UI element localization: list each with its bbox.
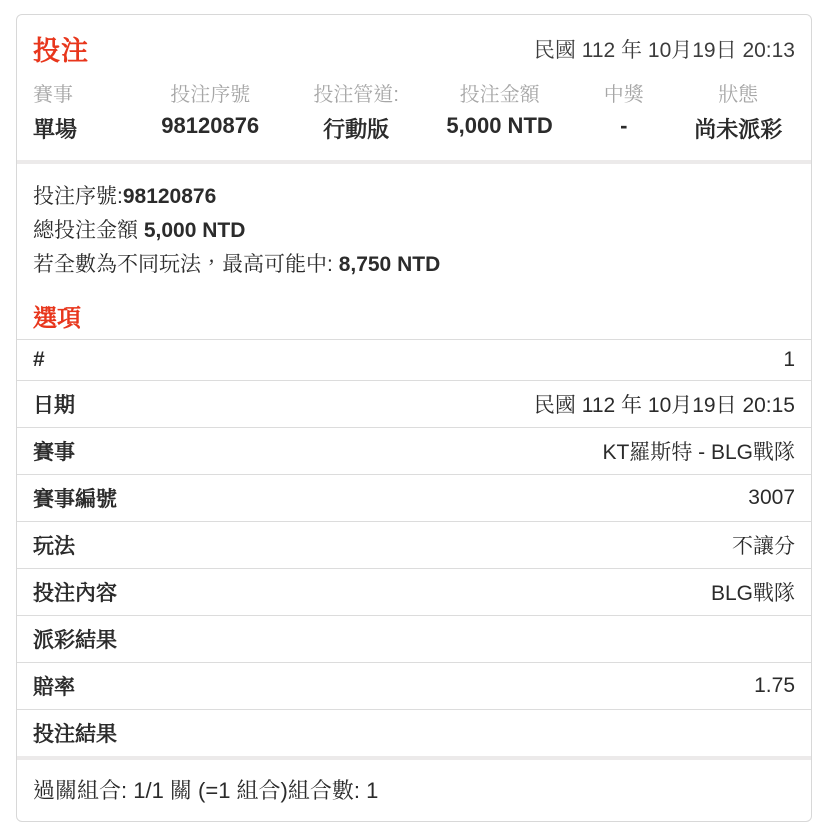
options-table bbox=[17, 339, 811, 756]
detail-total-line bbox=[33, 214, 795, 248]
summary-value-channel: 行動版 bbox=[323, 117, 390, 142]
ticket-summary bbox=[17, 78, 811, 160]
option-key: 賽事 bbox=[33, 441, 75, 465]
ticket-header bbox=[17, 15, 811, 78]
table-row bbox=[17, 340, 811, 381]
option-key: 投注結果 bbox=[33, 723, 117, 747]
option-key: 日期 bbox=[33, 394, 75, 418]
summary-label-win: 中獎 bbox=[603, 84, 644, 106]
summary-value-amount: 5,000 NTD bbox=[446, 113, 553, 138]
summary-value-serial: 98120876 bbox=[161, 113, 260, 138]
option-value: 3007 bbox=[748, 486, 795, 510]
ticket-card bbox=[16, 14, 812, 822]
option-key: 玩法 bbox=[33, 535, 75, 559]
option-key: 賠率 bbox=[33, 676, 75, 700]
summary-label-status: 狀態 bbox=[718, 84, 759, 106]
option-value: 不讓分 bbox=[732, 535, 795, 559]
summary-column-serial bbox=[135, 78, 285, 144]
ticket-detail bbox=[17, 164, 811, 288]
table-row bbox=[17, 663, 811, 710]
combination-summary: 過關組合: 1/1 關 (=1 組合)組合數: 1 bbox=[33, 778, 379, 804]
summary-value-win: - bbox=[620, 113, 628, 138]
option-key: 賽事編號 bbox=[33, 488, 117, 512]
summary-label-event: 賽事 bbox=[33, 84, 73, 106]
detail-max-label: 若全數為不同玩法，最高可能中: bbox=[33, 253, 333, 277]
summary-column-event bbox=[33, 78, 129, 144]
option-key: 投注內容 bbox=[33, 582, 117, 606]
detail-serial-value: 98120876 bbox=[122, 185, 217, 208]
summary-value-event: 單場 bbox=[33, 117, 78, 142]
summary-column-amount bbox=[427, 78, 572, 144]
table-row bbox=[17, 381, 811, 428]
summary-column-status bbox=[676, 78, 801, 144]
ticket-datetime: 民國 112 年 10月19日 20:13 bbox=[533, 38, 795, 62]
option-value: 民國 112 年 10月19日 20:15 bbox=[533, 394, 795, 418]
option-key: 派彩結果 bbox=[33, 629, 117, 653]
option-value: 1.75 bbox=[754, 674, 795, 698]
option-value: KT羅斯特 - BLG戰隊 bbox=[602, 441, 795, 465]
summary-label-serial: 投注序號 bbox=[170, 84, 251, 106]
table-row bbox=[17, 710, 811, 757]
summary-label-amount: 投注金額 bbox=[459, 84, 540, 106]
detail-max-line bbox=[33, 248, 795, 282]
detail-max-value: 8,750 NTD bbox=[338, 253, 441, 277]
option-value bbox=[335, 710, 811, 757]
table-row bbox=[17, 569, 811, 616]
option-value: BLG戰隊 bbox=[710, 582, 795, 606]
detail-total-label: 總投注金額 bbox=[33, 219, 138, 243]
page-title: 投注 bbox=[33, 36, 89, 66]
table-row bbox=[17, 616, 811, 663]
detail-total-value: 5,000 NTD bbox=[143, 219, 246, 243]
table-row bbox=[17, 522, 811, 569]
option-key: # bbox=[33, 348, 45, 372]
table-row bbox=[17, 428, 811, 475]
summary-column-win bbox=[578, 78, 670, 144]
status-badge: 尚未派彩 bbox=[694, 117, 783, 142]
detail-serial-line bbox=[33, 180, 795, 214]
option-value bbox=[335, 616, 811, 663]
summary-label-channel: 投注管道: bbox=[313, 84, 399, 106]
detail-serial-label: 投注序號: bbox=[33, 185, 123, 208]
summary-column-channel bbox=[291, 78, 421, 144]
table-row bbox=[17, 475, 811, 522]
option-value: 1 bbox=[783, 348, 795, 372]
options-section-title: 選項 bbox=[33, 305, 81, 333]
